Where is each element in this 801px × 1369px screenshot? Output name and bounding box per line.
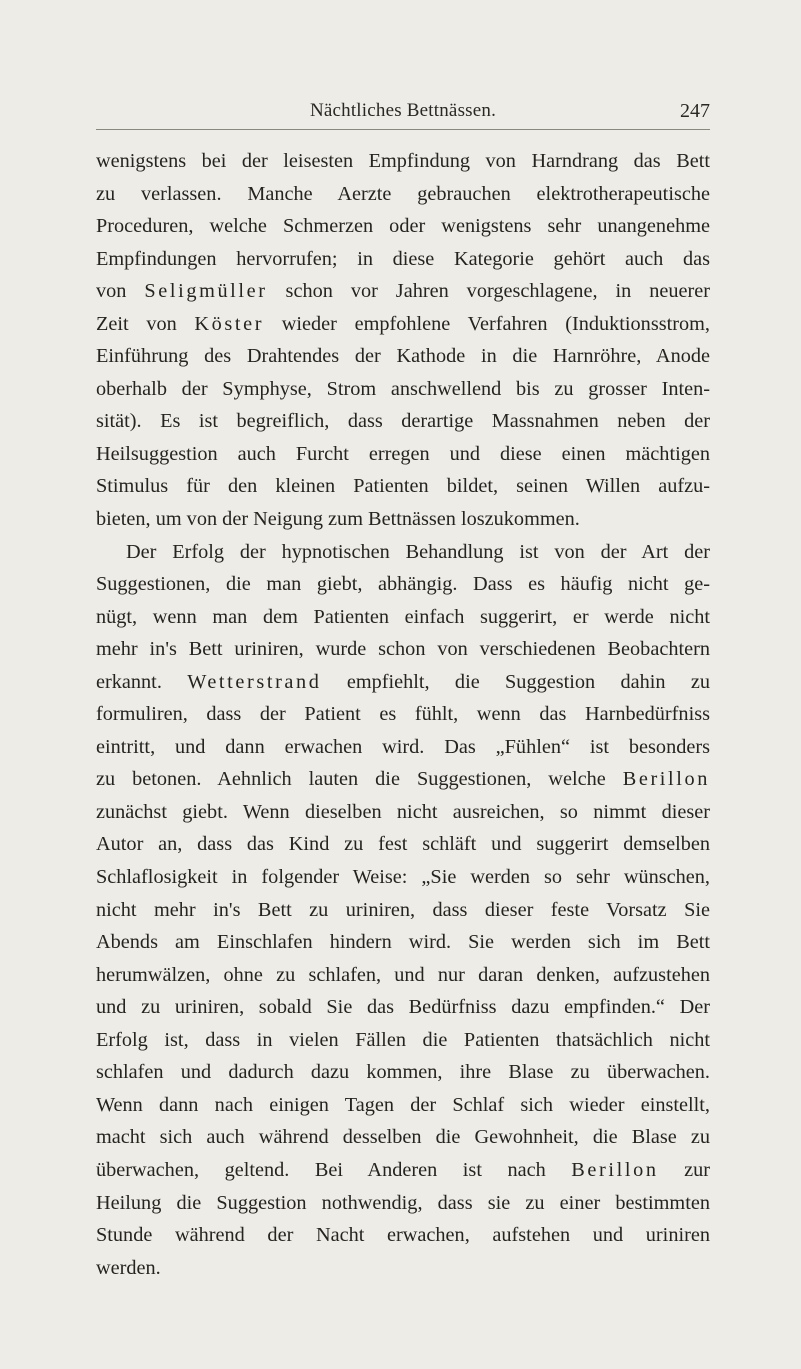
text-run: von <box>96 280 145 303</box>
text-line: wenigstens bei der leisesten Empfindung von Harndrang das Bett <box>96 150 710 172</box>
author-name: Berillon <box>571 1158 659 1181</box>
text-line: Stunde während der Nacht erwachen, aufstehen und uriniren <box>96 1224 710 1247</box>
text-line: herumwälzen, ohne zu schlafen, und nur daran denken, aufzustehen <box>96 963 710 986</box>
text-line: Proceduren, welche Schmerzen oder wenigstens sehr unangenehme <box>96 215 710 238</box>
header-rule <box>96 129 710 130</box>
text-line: sität). Es ist begreiflich, dass derartige Massnahmen neben der <box>96 410 710 433</box>
text-line: zu verlassen. Manche Aerzte gebrauchen elektrotherapeutische <box>96 182 710 205</box>
text-line: mehr in's Bett uriniren, wurde schon von verschiedenen Beobachtern <box>96 638 710 661</box>
page-number: 247 <box>680 100 710 122</box>
text-line: schlafen und dadurch dazu kommen, ihre Blase zu überwachen. <box>96 1061 710 1084</box>
text-run: Zeit von <box>96 312 195 335</box>
text-line: Wenn dann nach einigen Tagen der Schlaf sich wieder einstellt, <box>96 1093 710 1116</box>
author-name: Köster <box>194 312 265 335</box>
text-line: formuliren, dass der Patient es fühlt, wenn das Harnbedürfniss <box>96 703 710 726</box>
running-header <box>96 100 710 130</box>
text-run: wieder empfohlene Verfahren (Induktionsstrom, <box>264 312 710 335</box>
text-line: Abends am Einschlafen hindern wird. Sie werden sich im Bett <box>96 931 710 954</box>
text-line: macht sich auch während desselben die Gewohnheit, die Blase zu <box>96 1126 710 1149</box>
text-line: Der Erfolg der hypnotischen Behandlung ist von der Art der <box>126 540 710 563</box>
text-line: zunächst giebt. Wenn dieselben nicht ausreichen, so nimmt dieser <box>96 800 710 823</box>
text-line <box>96 1154 710 1187</box>
author-name: Berillon <box>622 768 710 791</box>
text-line: eintritt, und dann erwachen wird. Das „Fühlen“ ist besonders <box>96 735 710 758</box>
text-line: Empfindungen hervorrufen; in diese Kategorie gehört auch das <box>96 247 710 270</box>
text-line: bieten, um von der Neigung zum Bettnässen loszukommen. <box>96 508 580 531</box>
text-line: Autor an, dass das Kind zu fest schläft und suggerirt demselben <box>96 833 710 856</box>
text-run: erkannt. <box>96 670 188 693</box>
text-run: zur <box>658 1158 710 1181</box>
text-line: Schlaflosigkeit in folgender Weise: „Sie werden so sehr wünschen, <box>96 866 710 889</box>
body-text <box>96 145 710 1284</box>
text-line: Stimulus für den kleinen Patienten bildet, seinen Willen aufzu- <box>96 475 710 498</box>
text-line: und zu uriniren, sobald Sie das Bedürfniss dazu empfinden.“ Der <box>96 996 710 1019</box>
text-run: zu betonen. Aehnlich lauten die Suggestionen, welche <box>96 768 623 791</box>
author-name: Wetterstrand <box>187 670 322 693</box>
text-line <box>96 275 710 308</box>
text-line: nügt, wenn man dem Patienten einfach suggerirt, er werde nicht <box>96 605 710 628</box>
text-line <box>96 666 710 699</box>
text-line: oberhalb der Symphyse, Strom anschwellend bis zu grosser Inten- <box>96 377 710 400</box>
text-line <box>96 308 710 341</box>
text-line <box>96 763 710 796</box>
text-line: Heilung die Suggestion nothwendig, dass sie zu einer bestimmten <box>96 1191 710 1214</box>
text-line: Heilsuggestion auch Furcht erregen und diese einen mächtigen <box>96 442 710 465</box>
text-line: werden. <box>96 1256 161 1279</box>
text-line: nicht mehr in's Bett zu uriniren, dass dieser feste Vorsatz Sie <box>96 898 710 921</box>
text-line: Einführung des Drahtendes der Kathode in die Harnröhre, Anode <box>96 345 710 368</box>
text-line: Suggestionen, die man giebt, abhängig. Dass es häufig nicht ge- <box>96 573 710 596</box>
text-run: überwachen, geltend. Bei Anderen ist nach <box>96 1158 572 1181</box>
text-line: Erfolg ist, dass in vielen Fällen die Patienten thatsächlich nicht <box>96 1028 710 1051</box>
author-name: Seligmüller <box>144 280 268 303</box>
text-run: empfiehlt, die Suggestion dahin zu <box>321 670 710 693</box>
running-title: Nächtliches Bettnässen. <box>309 100 497 121</box>
text-run: schon vor Jahren vorgeschlagene, in neuerer <box>267 280 710 303</box>
